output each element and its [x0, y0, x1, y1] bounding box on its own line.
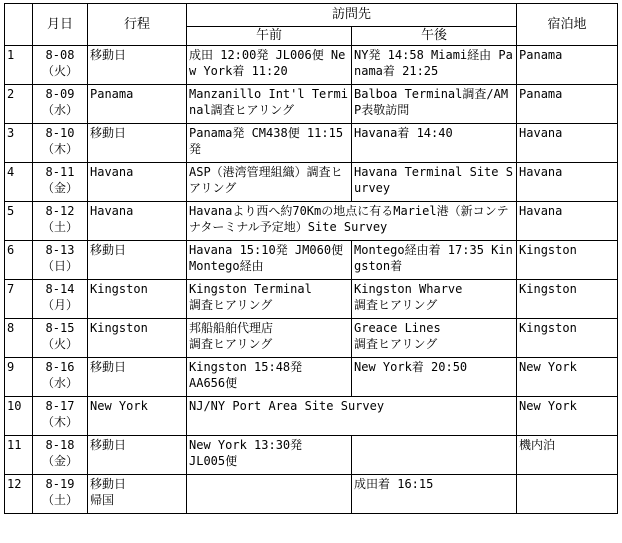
row-itinerary — [88, 358, 187, 397]
visit-line: 邦船船舶代理店 — [189, 321, 274, 335]
date-value: 8-13 — [45, 243, 75, 257]
row-date — [33, 319, 88, 358]
row-visit-all-day: NJ/NY Port Area Site Survey — [187, 397, 517, 436]
table-row — [5, 319, 618, 358]
row-lodging: Havana — [517, 163, 618, 202]
itinerary-line: New York — [90, 399, 148, 413]
row-visit-pm: NY発 14:58 Miami経由 Panama着 21:25 — [352, 46, 517, 85]
row-lodging: Panama — [517, 85, 618, 124]
row-lodging: Kingston — [517, 241, 618, 280]
visit-line: Kingston Terminal — [189, 282, 312, 296]
row-number: 6 — [5, 241, 33, 280]
date-value: 8-12 — [45, 204, 75, 218]
table-row — [5, 280, 618, 319]
row-date — [33, 436, 88, 475]
table-row — [5, 85, 618, 124]
row-number: 8 — [5, 319, 33, 358]
date-value: 8-19 — [45, 477, 75, 491]
row-date — [33, 124, 88, 163]
day-of-week: （水） — [41, 103, 78, 117]
day-of-week: （土） — [41, 493, 78, 507]
row-number: 3 — [5, 124, 33, 163]
itinerary-line: 移動日 — [90, 360, 127, 374]
row-visit-pm: Montego経由着 17:35 Kingston着 — [352, 241, 517, 280]
visit-line: 調査ヒアリング — [189, 337, 273, 351]
row-lodging: Panama — [517, 46, 618, 85]
row-number: 10 — [5, 397, 33, 436]
row-visit-pm: Havana着 14:40 — [352, 124, 517, 163]
date-value: 8-09 — [45, 87, 75, 101]
day-of-week: （水） — [41, 376, 78, 390]
row-itinerary — [88, 280, 187, 319]
itinerary-line: Havana — [90, 204, 134, 218]
row-itinerary — [88, 202, 187, 241]
table-row — [5, 397, 618, 436]
day-of-week: （木） — [41, 415, 78, 429]
row-itinerary — [88, 85, 187, 124]
row-visit-pm — [352, 280, 517, 319]
row-date — [33, 475, 88, 514]
row-visit-pm: New York着 20:50 — [352, 358, 517, 397]
row-visit-pm: Havana Terminal Site Survey — [352, 163, 517, 202]
row-lodging: Havana — [517, 124, 618, 163]
table-row — [5, 163, 618, 202]
row-visit-all-day: Havanaより西へ約70Kmの地点に有るMariel港（新コンテナターミナル予定地）Site Survey — [187, 202, 517, 241]
date-value: 8-08 — [45, 48, 75, 62]
table-row — [5, 358, 618, 397]
header-pm: 午後 — [352, 27, 517, 46]
row-itinerary — [88, 124, 187, 163]
row-itinerary — [88, 241, 187, 280]
header-no — [5, 4, 33, 46]
visit-line: Kingston Wharve — [354, 282, 463, 296]
day-of-week: （火） — [41, 64, 78, 78]
row-visit-pm: 成田着 16:15 — [352, 475, 517, 514]
day-of-week: （土） — [41, 220, 78, 234]
row-visit-pm: Balboa Terminal調査/AMP表敬訪問 — [352, 85, 517, 124]
row-itinerary — [88, 46, 187, 85]
row-itinerary — [88, 163, 187, 202]
row-date — [33, 280, 88, 319]
row-lodging: Havana — [517, 202, 618, 241]
row-number: 12 — [5, 475, 33, 514]
date-value: 8-11 — [45, 165, 75, 179]
header-lodging: 宿泊地 — [517, 4, 618, 46]
row-number: 11 — [5, 436, 33, 475]
row-visit-am: Manzanillo Int'l Terminal調査ヒアリング — [187, 85, 352, 124]
row-date — [33, 46, 88, 85]
header-am: 午前 — [187, 27, 352, 46]
header-visit: 訪問先 — [187, 4, 517, 27]
row-date — [33, 241, 88, 280]
table-row — [5, 241, 618, 280]
date-value: 8-17 — [45, 399, 75, 413]
row-visit-am — [187, 319, 352, 358]
table-row — [5, 46, 618, 85]
day-of-week: （火） — [41, 337, 78, 351]
visit-line: 調査ヒアリング — [189, 298, 273, 312]
date-value: 8-18 — [45, 438, 75, 452]
visit-line: Kingston 15:48発 — [189, 360, 303, 374]
row-itinerary — [88, 436, 187, 475]
row-number: 7 — [5, 280, 33, 319]
row-itinerary — [88, 475, 187, 514]
header-date: 月日 — [33, 4, 88, 46]
date-value: 8-14 — [45, 282, 75, 296]
itinerary-table — [4, 3, 618, 514]
row-visit-pm — [352, 436, 517, 475]
header-itinerary: 行程 — [88, 4, 187, 46]
row-number: 1 — [5, 46, 33, 85]
row-itinerary — [88, 397, 187, 436]
itinerary-line: Havana — [90, 165, 134, 179]
row-lodging: Kingston — [517, 319, 618, 358]
row-date — [33, 163, 88, 202]
itinerary-line: 移動日 — [90, 243, 127, 257]
row-lodging: Kingston — [517, 280, 618, 319]
itinerary-line: 帰国 — [90, 493, 115, 507]
itinerary-line: 移動日 — [90, 438, 127, 452]
row-date — [33, 358, 88, 397]
itinerary-line: Panama — [90, 87, 134, 101]
visit-line: 調査ヒアリング — [354, 337, 438, 351]
itinerary-line: 移動日 — [90, 48, 127, 62]
itinerary-line: Kingston — [90, 282, 148, 296]
row-visit-am — [187, 358, 352, 397]
row-lodging: 機内泊 — [517, 436, 618, 475]
row-number: 5 — [5, 202, 33, 241]
table-row — [5, 475, 618, 514]
row-visit-am: 成田 12:00発 JL006便 New York着 11:20 — [187, 46, 352, 85]
visit-line: AA656便 — [189, 376, 238, 390]
date-value: 8-15 — [45, 321, 75, 335]
row-visit-am — [187, 475, 352, 514]
date-value: 8-16 — [45, 360, 75, 374]
day-of-week: （木） — [41, 142, 78, 156]
visit-line: 調査ヒアリング — [354, 298, 438, 312]
date-value: 8-10 — [45, 126, 75, 140]
row-date — [33, 202, 88, 241]
itinerary-line: Kingston — [90, 321, 148, 335]
row-number: 9 — [5, 358, 33, 397]
visit-line: JL005便 — [189, 454, 238, 468]
day-of-week: （金） — [41, 454, 78, 468]
row-visit-am: Panama発 CM438便 11:15発 — [187, 124, 352, 163]
row-lodging: New York — [517, 358, 618, 397]
itinerary-line: 移動日 — [90, 126, 127, 140]
row-visit-am — [187, 280, 352, 319]
row-number: 2 — [5, 85, 33, 124]
row-date — [33, 397, 88, 436]
table-row — [5, 202, 618, 241]
itinerary-line: 移動日 — [90, 477, 127, 491]
table-row — [5, 124, 618, 163]
row-visit-pm — [352, 319, 517, 358]
row-lodging: New York — [517, 397, 618, 436]
row-visit-am — [187, 436, 352, 475]
row-lodging — [517, 475, 618, 514]
visit-line: New York 13:30発 — [189, 438, 303, 452]
row-number: 4 — [5, 163, 33, 202]
day-of-week: （月） — [41, 298, 78, 312]
table-row — [5, 436, 618, 475]
row-visit-am: ASP（港湾管理組織）調査ヒアリング — [187, 163, 352, 202]
row-itinerary — [88, 319, 187, 358]
day-of-week: （日） — [41, 259, 78, 273]
visit-line: Greace Lines — [354, 321, 441, 335]
row-visit-am: Havana 15:10発 JM060便 Montego経由 — [187, 241, 352, 280]
day-of-week: （金） — [41, 181, 78, 195]
row-date — [33, 85, 88, 124]
